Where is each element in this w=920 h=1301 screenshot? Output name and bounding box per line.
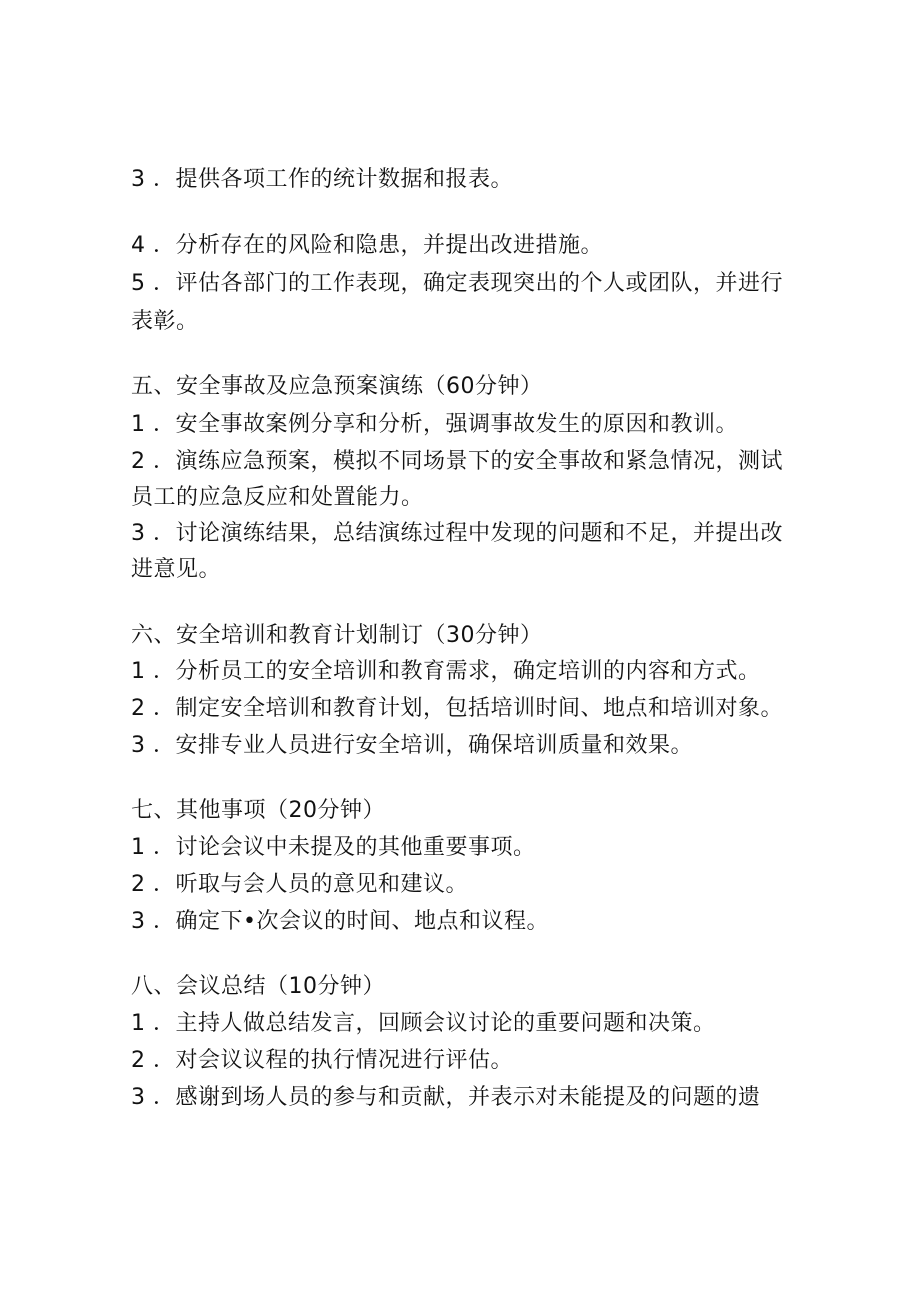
list-item: 1 ．主持人做总结发言，回顾会议讨论的重要问题和决策。 xyxy=(131,1011,716,1036)
section-heading: 五、安全事故及应急预案演练（60分钟） xyxy=(131,374,543,399)
list-item: 5 ．评估各部门的工作表现，确定表现突出的个人或团队，并进行 xyxy=(131,271,783,296)
list-item: 4 ．分析存在的风险和隐患，并提出改进措施。 xyxy=(131,233,603,258)
list-item: 3 ．讨论演练结果，总结演练过程中发现的问题和不足，并提出改 xyxy=(131,521,783,546)
list-item: 2 ．演练应急预案，模拟不同场景下的安全事故和紧急情况，测试 xyxy=(131,449,783,474)
list-item-continuation: 表彰。 xyxy=(131,309,199,334)
section-heading: 八、会议总结（10分钟） xyxy=(131,974,385,999)
section-heading: 七、其他事项（20分钟） xyxy=(131,798,385,823)
list-item-continuation: 进意见。 xyxy=(131,557,222,582)
list-item: 3 ．感谢到场人员的参与和贡献，并表示对未能提及的问题的遗 xyxy=(131,1085,761,1110)
list-item: 3 ．提供各项工作的统计数据和报表。 xyxy=(131,167,513,192)
list-item: 2 ．制定安全培训和教育计划，包括培训时间、地点和培训对象。 xyxy=(131,696,783,721)
list-item: 2 ．听取与会人员的意见和建议。 xyxy=(131,872,468,897)
list-item-continuation: 员工的应急反应和处置能力。 xyxy=(131,485,424,510)
list-item: 2 ．对会议议程的执行情况进行评估。 xyxy=(131,1048,513,1073)
list-item: 1 ．安全事故案例分享和分析，强调事故发生的原因和教训。 xyxy=(131,412,738,437)
list-item: 1 ．分析员工的安全培训和教育需求，确定培训的内容和方式。 xyxy=(131,659,761,684)
list-item: 3 ．安排专业人员进行安全培训，确保培训质量和效果。 xyxy=(131,733,693,758)
section-heading: 六、安全培训和教育计划制订（30分钟） xyxy=(131,623,543,648)
list-item: 3 ．确定下•次会议的时间、地点和议程。 xyxy=(131,909,549,934)
list-item: 1 ．讨论会议中未提及的其他重要事项。 xyxy=(131,835,536,860)
